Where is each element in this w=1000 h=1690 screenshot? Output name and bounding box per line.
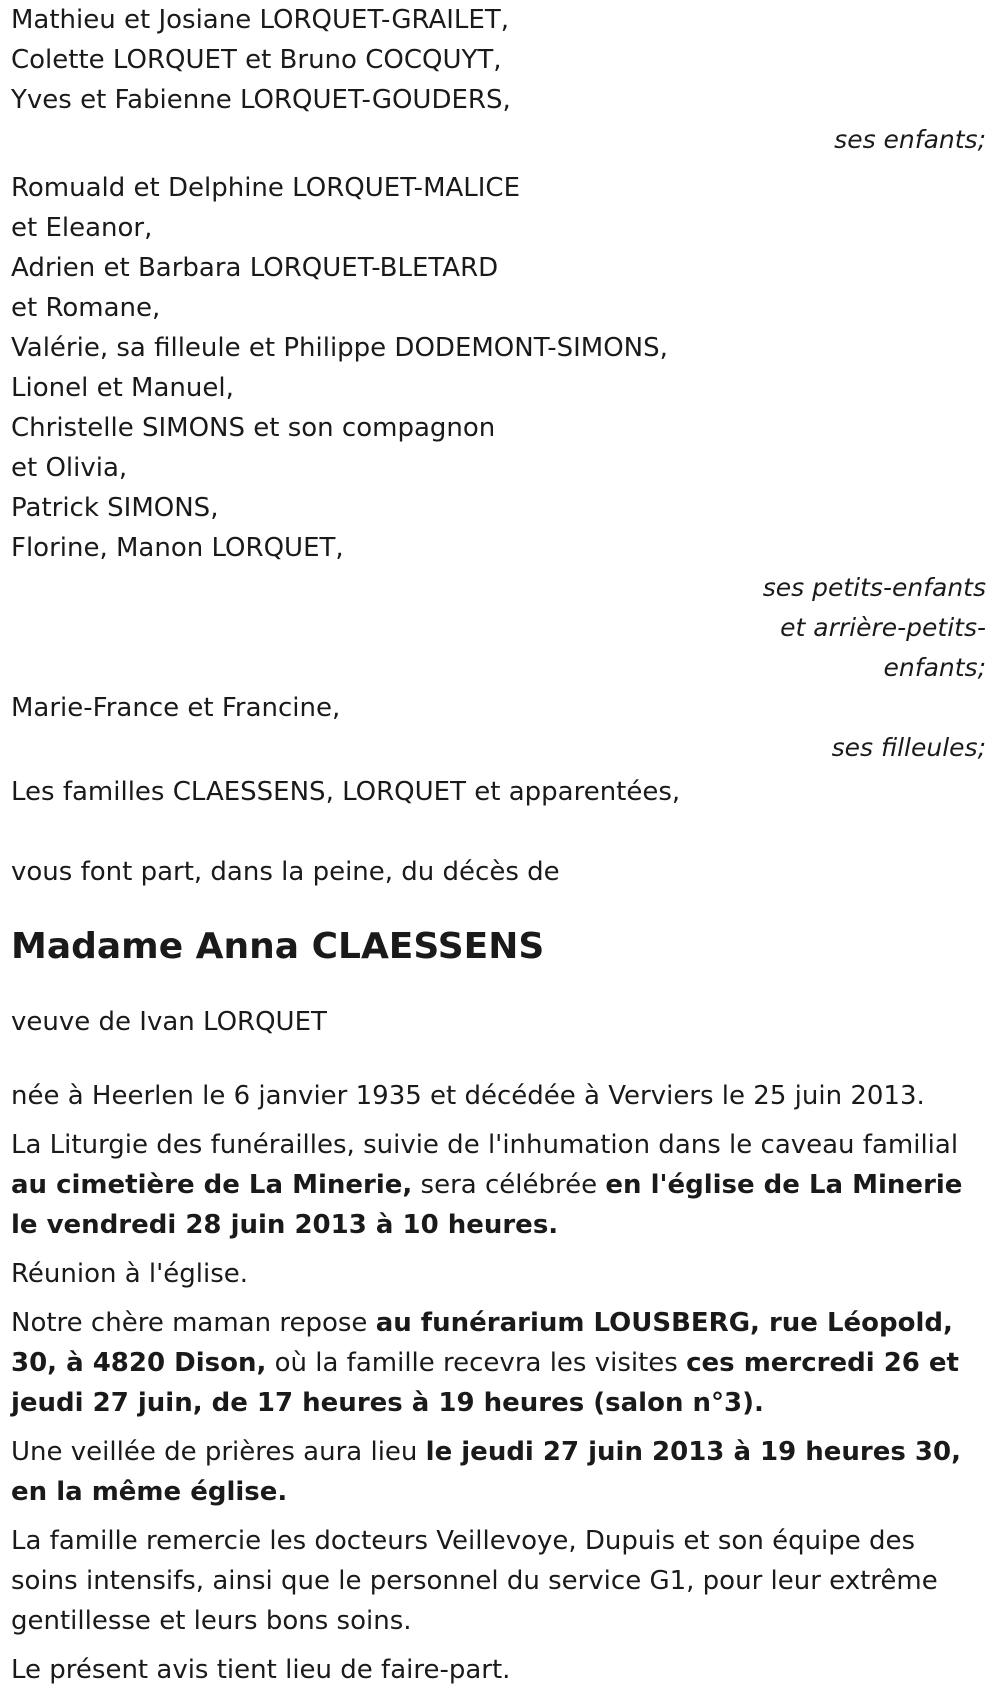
goddaughters-section — [11, 688, 986, 768]
cemetery-location: au cimetière de La Minerie, — [11, 1170, 413, 1200]
family-line: Mathieu et Josiane LORQUET-GRAILET, — [11, 5, 509, 35]
funeral-date: en l'église de La Minerie le vendredi 28 juin 2013 à 10 heures. — [11, 1170, 963, 1240]
repose-text: où la famille recevra les visites — [266, 1348, 687, 1378]
family-line: Patrick SIMONS, — [11, 493, 219, 523]
grandchildren-section — [11, 168, 986, 688]
notice-line: Le présent avis tient lieu de faire-part. — [11, 1655, 511, 1685]
family-line: Lionel et Manuel, — [11, 373, 234, 403]
liturgy-paragraph — [11, 1125, 986, 1245]
deceased-name: Madame Anna CLAESSENS — [11, 926, 545, 967]
children-section — [11, 0, 986, 160]
repose-text: Notre chère maman repose — [11, 1308, 376, 1338]
relation-qualifier: enfants; — [883, 653, 986, 682]
family-line: et Olivia, — [11, 453, 128, 483]
vigil-paragraph — [11, 1432, 986, 1512]
thanks-paragraph: La famille remercie les docteurs Veillevoye, Dupuis et son équipe des soins intensifs, ainsi que le personnel du service G1, pour leur extrême gentillesse et leurs bons soins. — [11, 1526, 938, 1636]
family-line: Florine, Manon LORQUET, — [11, 533, 344, 563]
funeral-home-address: au funérarium LOUSBERG, rue Léopold, 30, à 4820 Dison, — [11, 1308, 953, 1378]
family-line: Colette LORQUET et Bruno COCQUYT, — [11, 45, 502, 75]
family-line: Christelle SIMONS et son compagnon — [11, 413, 496, 443]
obituary-notice — [11, 0, 986, 1690]
liturgy-text: sera célébrée — [412, 1170, 606, 1200]
family-line: Valérie, sa filleule et Philippe DODEMONT-SIMONS, — [11, 333, 668, 363]
widow-line: veuve de Ivan LORQUET — [11, 1007, 327, 1037]
families-line: Les familles CLAESSENS, LORQUET et apparentées, — [11, 777, 681, 807]
family-line: et Romane, — [11, 293, 161, 323]
relation-qualifier: ses enfants; — [834, 125, 986, 154]
family-line: Adrien et Barbara LORQUET-BLETARD — [11, 253, 499, 283]
reunion-line: Réunion à l'église. — [11, 1259, 249, 1289]
family-line: Marie-France et Francine, — [11, 693, 341, 723]
relation-qualifier: et arrière-petits- — [780, 613, 986, 642]
family-line: Romuald et Delphine LORQUET-MALICE — [11, 173, 521, 203]
family-line: et Eleanor, — [11, 213, 153, 243]
repose-paragraph — [11, 1303, 986, 1423]
relation-qualifier: ses filleules; — [831, 733, 986, 762]
relation-qualifier: ses petits-enfants — [762, 573, 986, 602]
family-line: Yves et Fabienne LORQUET-GOUDERS, — [11, 85, 511, 115]
vigil-text: Une veillée de prières aura lieu — [11, 1437, 426, 1467]
announcement-line: vous font part, dans la peine, du décès de — [11, 857, 560, 887]
visiting-hours: ces mercredi 26 et jeudi 27 juin, de 17 heures à 19 heures (salon n°3). — [11, 1348, 959, 1418]
birth-death-line: née à Heerlen le 6 janvier 1935 et décédée à Verviers le 25 juin 2013. — [11, 1081, 925, 1111]
vigil-date: le jeudi 27 juin 2013 à 19 heures 30, en la même église. — [11, 1437, 961, 1507]
liturgy-text: La Liturgie des funérailles, suivie de l'inhumation dans le caveau familial — [11, 1130, 959, 1160]
